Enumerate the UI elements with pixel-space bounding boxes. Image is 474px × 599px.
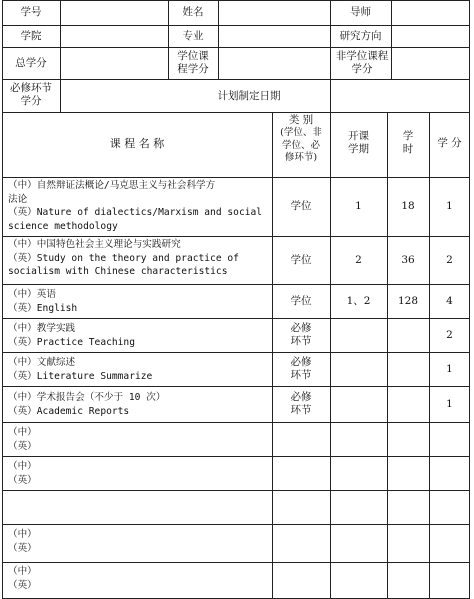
course-row-6-credits: 1: [446, 398, 453, 410]
course-row-5-name: [8, 356, 272, 383]
course-row-4-credits: 2: [446, 329, 453, 341]
course-row-2-category: 学位: [290, 254, 312, 266]
course-row-8-name: [8, 460, 272, 487]
hours-header: [387, 130, 429, 156]
course-row-6-category: [272, 391, 330, 417]
course-name-en-line: （英）: [8, 579, 37, 591]
term-header: [330, 130, 387, 156]
course-row-1-category: 学位: [290, 200, 312, 212]
course-name-en-line: （英）Practice Teaching: [8, 336, 135, 348]
course-row-2-name: [8, 238, 272, 279]
course-name-zh-line: （中）: [8, 566, 37, 577]
term-header-line: 开课: [348, 130, 369, 142]
course-name-en-line: science methodology: [8, 220, 118, 232]
category-line: 必修: [290, 322, 312, 334]
course-name-en-line: （英）Nature of dialectics/Marxism and social: [8, 207, 263, 218]
research-direction-label: 研究方向: [339, 30, 382, 42]
course-name-en-line: （英）Study on the theory and practice of: [8, 252, 239, 264]
course-name-zh-line: （中）英语: [8, 289, 56, 300]
course-row-3-category: 学位: [290, 295, 312, 307]
category-line: 环节: [290, 335, 312, 347]
course-row-9-name: [8, 528, 272, 555]
course-name-zh-line: （中）: [8, 461, 37, 472]
plan-date-label: 计划制定日期: [217, 90, 281, 102]
name-label: 姓名: [182, 6, 204, 18]
course-row-4-name: [8, 322, 272, 349]
category-header-line: 学位、必: [281, 139, 320, 151]
course-name-en-line: （英）: [8, 474, 37, 486]
course-name-en-line: （英）Academic Reports: [8, 405, 130, 417]
credits-header: 学 分: [437, 137, 462, 149]
course-row-5-credits: 1: [446, 363, 453, 375]
course-name-zh-line: 法论: [8, 193, 28, 205]
category-line: 必修: [290, 391, 312, 403]
category-header: [272, 114, 330, 165]
course-row-1-name: [8, 179, 272, 233]
category-line: 环节: [290, 404, 312, 416]
major-label: 专业: [182, 30, 204, 42]
course-row-2-term: 2: [355, 254, 362, 266]
course-name-zh-line: （中）自然辩证法概论/马克思主义与社会科学方: [8, 180, 216, 191]
category-header-line: 类 别: [288, 114, 314, 126]
course-name-zh-line: （中）教学实践: [8, 323, 76, 334]
total-credits-label: 总学分: [15, 57, 47, 69]
course-row-10-name: [8, 565, 272, 592]
student-id-label: 学号: [20, 6, 42, 18]
non-degree-course-credits-label: 非学位课程学分: [335, 50, 389, 75]
course-name-en-line: socialism with Chinese characteristics: [8, 266, 228, 277]
course-row-7-name: [8, 426, 272, 453]
course-name-en-line: （英）: [8, 440, 37, 452]
course-row-2-hours: 36: [401, 254, 415, 266]
course-row-3-name: [8, 288, 272, 315]
course-row-1-credits: 1: [446, 200, 453, 212]
college-label: 学院: [20, 30, 42, 42]
category-line: 环节: [290, 369, 312, 381]
course-plan-form: [2, 0, 470, 599]
course-row-3-credits: 4: [446, 295, 453, 307]
term-header-line: 学期: [348, 143, 369, 155]
course-row-1-term: 1: [355, 200, 362, 212]
category-header-line: 修环节): [284, 152, 318, 163]
advisor-label: 导师: [350, 6, 371, 18]
course-name-en-line: （英）: [8, 542, 37, 554]
course-name-zh-line: （中）学术报告会（不少于 10 次）: [8, 392, 166, 403]
degree-course-credits-label: 学位课程学分: [177, 50, 209, 75]
course-name-en-line: （英）English: [8, 302, 78, 314]
course-row-5-category: [272, 356, 330, 382]
hours-header-line: 时: [402, 143, 414, 155]
category-line: 必修: [290, 356, 312, 368]
course-row-2-credits: 2: [446, 254, 453, 266]
course-name-en-line: （英）Literature Summarize: [8, 370, 153, 382]
category-header-line: (学位、非: [280, 127, 322, 138]
course-row-3-term: 1、2: [346, 295, 371, 307]
hours-header-line: 学: [402, 130, 414, 142]
course-name-header: 课 程 名 称: [109, 137, 165, 150]
required-credits-label: 必修环节学分: [10, 82, 52, 107]
course-name-zh-line: （中）中国特色社会主义理论与实践研究: [8, 239, 181, 250]
course-row-1-hours: 18: [401, 200, 415, 212]
course-name-zh-line: （中）文献综述: [8, 357, 76, 368]
course-name-zh-line: （中）: [8, 427, 37, 438]
course-name-zh-line: （中）: [8, 529, 37, 540]
course-row-6-name: [8, 391, 272, 418]
course-row-4-category: [272, 322, 330, 348]
course-row-3-hours: 128: [397, 295, 419, 307]
